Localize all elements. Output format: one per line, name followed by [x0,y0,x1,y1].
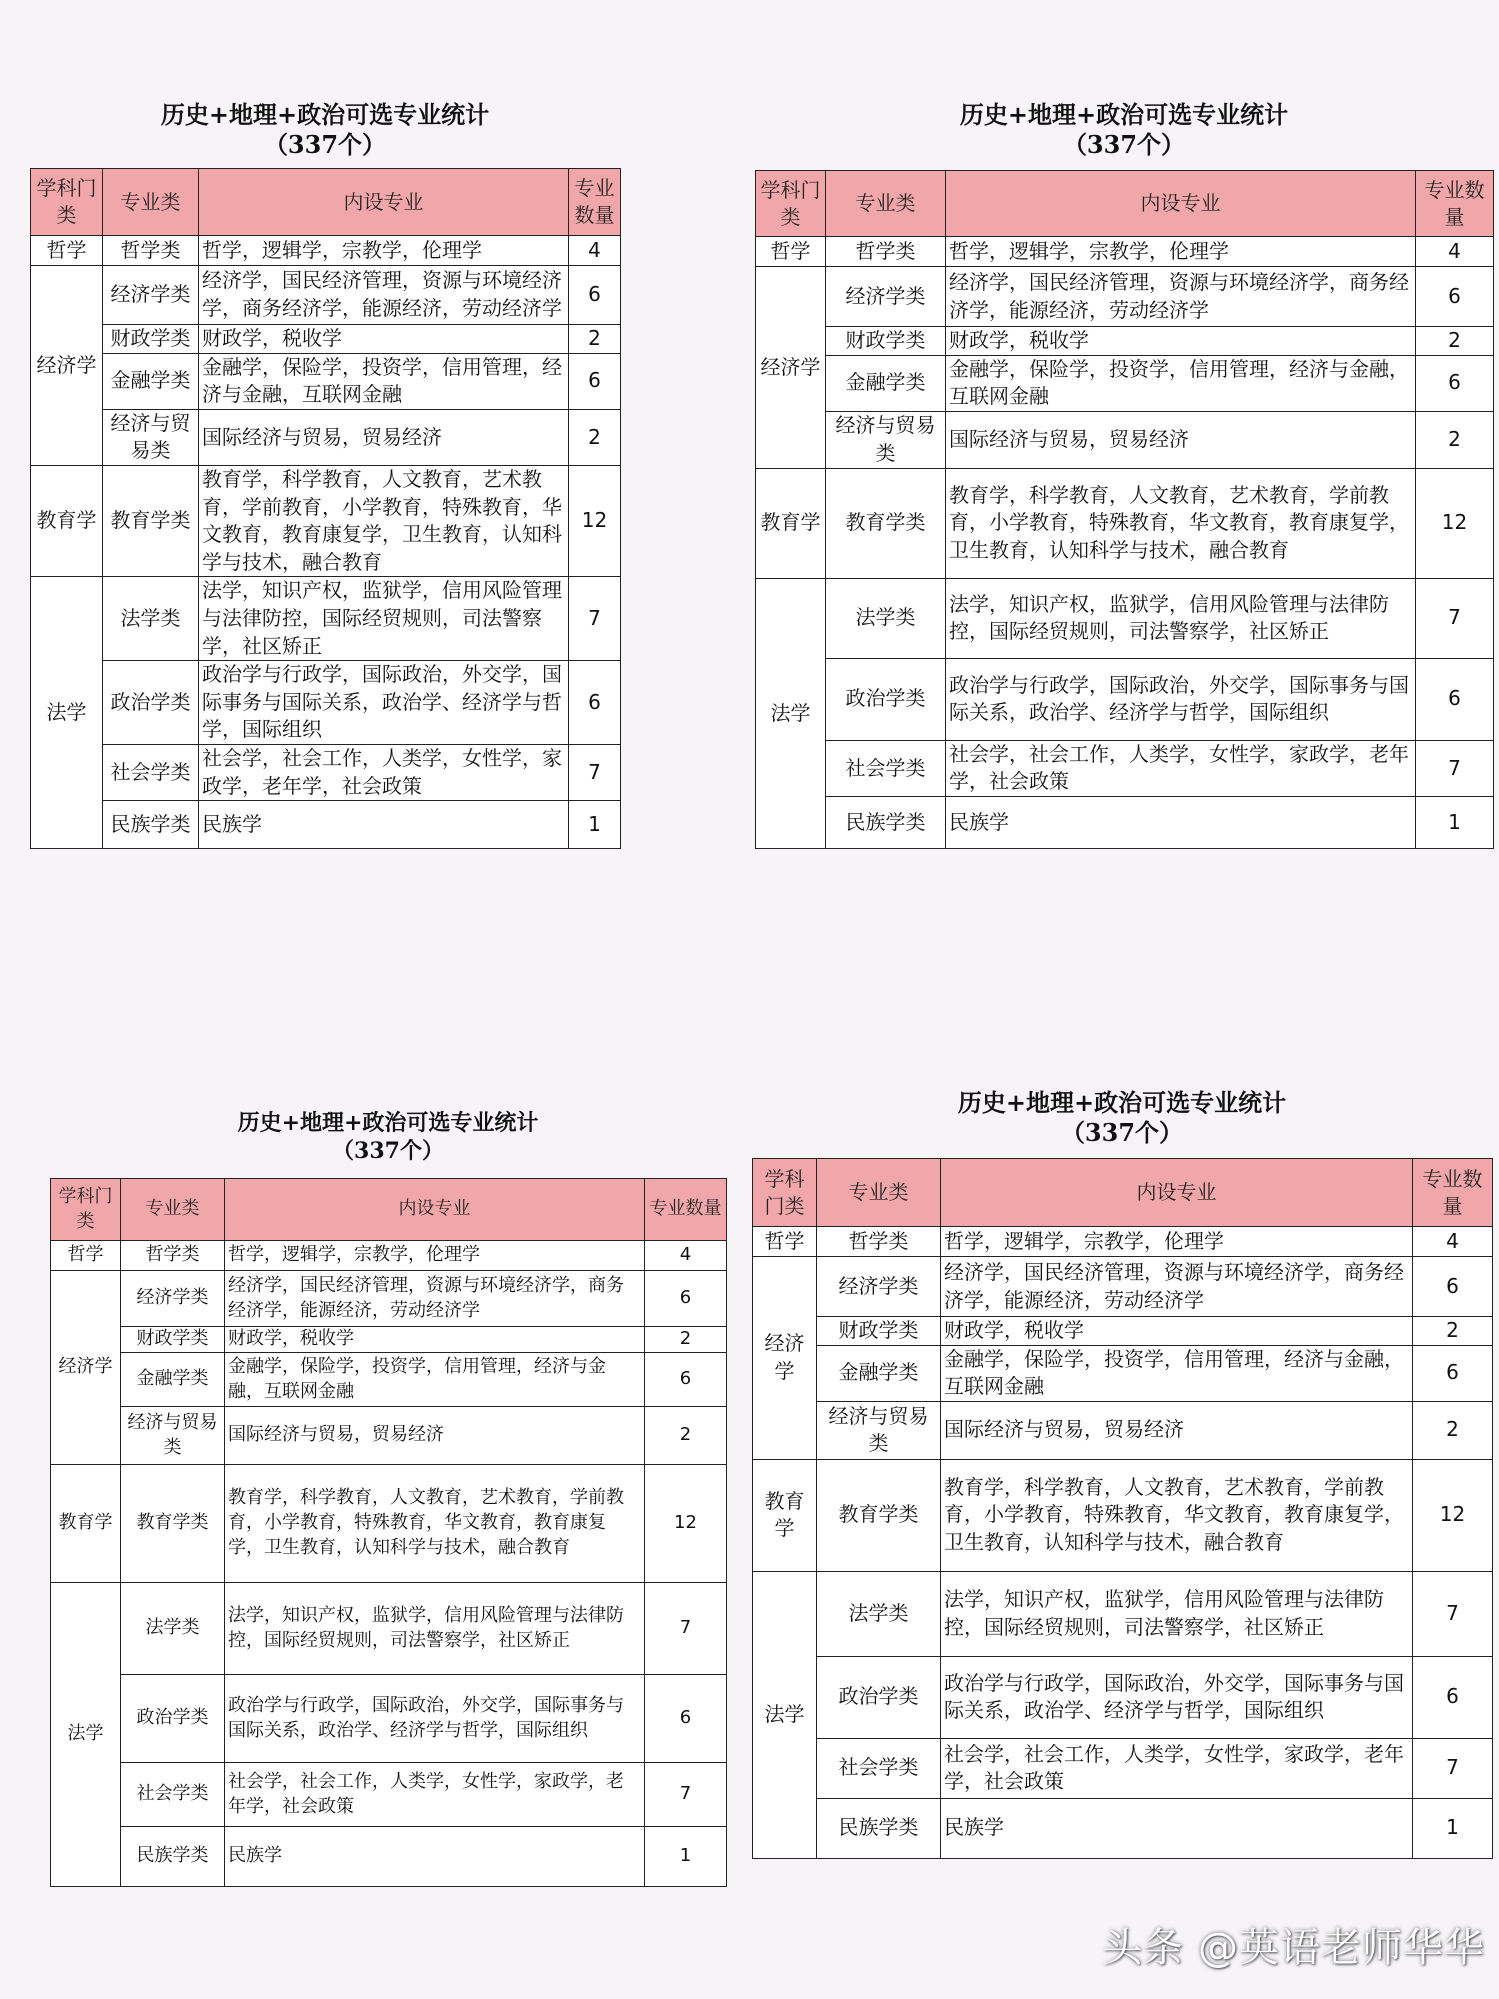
count-text: （337个） [1062,130,1186,159]
majors-cell: 金融学，保险学，投资学，信用管理，经济与金融，互联网金融 [225,1353,645,1407]
table-row [51,1763,727,1827]
count-cell: 6 [1416,267,1494,327]
count-cell: 7 [1413,1571,1493,1656]
title-text: 历史+地理+政治可选专业统计 [957,1088,1287,1117]
panel-title [30,100,620,160]
majors-cell: 财政学，税收学 [199,325,569,354]
category-cell: 经济与贸易类 [103,409,199,465]
table-row [756,267,1494,327]
table-row [753,1317,1493,1346]
header-row [31,169,621,236]
table-row [756,327,1494,356]
category-cell: 法学类 [826,578,946,658]
count-cell: 6 [1413,1656,1493,1738]
category-cell: 经济学类 [121,1271,225,1327]
category-cell: 哲学类 [826,237,946,267]
majors-cell: 财政学，税收学 [941,1317,1413,1346]
table-row [31,577,621,661]
panel-title [50,1110,726,1165]
majors-cell: 金融学，保险学，投资学，信用管理，经济与金融，互联网金融 [199,353,569,409]
count-cell: 6 [569,266,621,325]
category-cell: 民族学类 [121,1827,225,1887]
discipline-cell: 教育学 [753,1459,817,1571]
table-row [756,355,1494,411]
header-row [753,1159,1493,1227]
table-row [753,1257,1493,1317]
count-cell: 2 [1416,327,1494,356]
discipline-cell: 哲学 [31,236,103,266]
category-cell: 法学类 [817,1571,941,1656]
count-cell: 12 [645,1465,727,1583]
discipline-cell: 法学 [31,577,103,849]
majors-table [50,1178,727,1887]
header-majors: 内设专业 [941,1159,1413,1227]
discipline-cell: 经济学 [753,1257,817,1460]
majors-cell: 法学，知识产权，监狱学，信用风险管理与法律防控，国际经贸规则，司法警察学，社区矫正 [941,1571,1413,1656]
discipline-cell: 哲学 [51,1241,121,1271]
table-row [753,1656,1493,1738]
category-cell: 哲学类 [103,236,199,266]
majors-cell: 社会学，社会工作，人类学，女性学，家政学，老年学，社会政策 [941,1738,1413,1798]
category-cell: 教育学类 [103,465,199,576]
category-cell: 社会学类 [826,740,946,796]
category-cell: 政治学类 [826,658,946,740]
header-count: 专业数量 [1416,171,1494,237]
majors-cell: 经济学，国民经济管理，资源与环境经济学，商务经济学，能源经济，劳动经济学 [946,267,1416,327]
category-cell: 财政学类 [826,327,946,356]
count-text: （337个） [263,130,387,159]
majors-cell: 财政学，税收学 [225,1327,645,1353]
majors-cell: 政治学与行政学，国际政治，外交学，国际事务与国际关系，政治学、经济学与哲学，国际组织 [225,1675,645,1763]
count-cell: 7 [1413,1738,1493,1798]
category-cell: 教育学类 [121,1465,225,1583]
table-panel-4 [752,1088,1497,1999]
table-row [756,468,1494,578]
table-row [753,1571,1493,1656]
majors-cell: 社会学，社会工作，人类学，女性学，家政学，老年学，社会政策 [225,1763,645,1827]
category-cell: 财政学类 [817,1317,941,1346]
count-cell: 4 [569,236,621,266]
category-cell: 民族学类 [817,1798,941,1858]
title-text: 历史+地理+政治可选专业统计 [237,1110,539,1136]
header-category: 专业类 [121,1179,225,1241]
count-cell: 6 [1416,658,1494,740]
count-cell: 4 [1413,1227,1493,1257]
category-cell: 教育学类 [826,468,946,578]
count-cell: 6 [1413,1257,1493,1317]
table-row [31,744,621,800]
count-cell: 7 [569,744,621,800]
header-count: 专业数量 [645,1179,727,1241]
category-cell: 民族学类 [103,801,199,849]
count-text: （337个） [1060,1118,1184,1147]
count-cell: 6 [645,1271,727,1327]
table-row [753,1227,1493,1257]
table-panel-2 [755,100,1497,1000]
discipline-cell: 哲学 [753,1227,817,1257]
category-cell: 经济与贸易类 [826,411,946,468]
table-row [31,325,621,354]
majors-cell: 经济学，国民经济管理，资源与环境经济学，商务经济学，能源经济，劳动经济学 [941,1257,1413,1317]
category-cell: 教育学类 [817,1459,941,1571]
category-cell: 经济与贸易类 [121,1407,225,1465]
category-cell: 金融学类 [103,353,199,409]
category-cell: 政治学类 [103,661,199,745]
header-row [756,171,1494,237]
header-majors: 内设专业 [225,1179,645,1241]
header-discipline: 学科门类 [51,1179,121,1241]
category-cell: 金融学类 [817,1345,941,1401]
discipline-cell: 经济学 [756,267,826,469]
count-cell: 1 [645,1827,727,1887]
discipline-cell: 教育学 [51,1465,121,1583]
majors-cell: 国际经济与贸易，贸易经济 [941,1401,1413,1459]
count-cell: 12 [1413,1459,1493,1571]
majors-cell: 民族学 [225,1827,645,1887]
table-row [756,796,1494,848]
majors-cell: 国际经济与贸易，贸易经济 [225,1407,645,1465]
category-cell: 社会学类 [103,744,199,800]
count-cell: 1 [1413,1798,1493,1858]
header-discipline: 学科门类 [753,1159,817,1227]
table-row [753,1798,1493,1858]
majors-cell: 哲学，逻辑学，宗教学，伦理学 [225,1241,645,1271]
panel-title [755,100,1493,160]
count-cell: 6 [645,1353,727,1407]
header-majors: 内设专业 [946,171,1416,237]
count-cell: 1 [1416,796,1494,848]
header-category: 专业类 [817,1159,941,1227]
table-row [753,1401,1493,1459]
table-row [31,266,621,325]
discipline-cell: 经济学 [31,266,103,466]
watermark: 头条 @英语老师华华 [1102,1925,1485,1971]
majors-cell: 经济学，国民经济管理，资源与环境经济学，商务经济学，能源经济，劳动经济学 [225,1271,645,1327]
majors-table [30,168,621,849]
count-cell: 2 [645,1327,727,1353]
discipline-cell: 教育学 [31,465,103,576]
count-cell: 2 [645,1407,727,1465]
table-row [51,1583,727,1675]
majors-cell: 金融学，保险学，投资学，信用管理，经济与金融，互联网金融 [941,1345,1413,1401]
count-cell: 7 [645,1763,727,1827]
majors-cell: 民族学 [941,1798,1413,1858]
table-row [753,1738,1493,1798]
discipline-cell: 哲学 [756,237,826,267]
header-discipline: 学科门类 [31,169,103,236]
title-text: 历史+地理+政治可选专业统计 [959,100,1289,129]
header-count: 专业数量 [569,169,621,236]
majors-cell: 法学，知识产权，监狱学，信用风险管理与法律防控，国际经贸规则，司法警察学，社区矫正 [199,577,569,661]
count-text: （337个） [332,1137,444,1164]
discipline-cell: 法学 [51,1583,121,1887]
table-row [51,1675,727,1763]
majors-cell: 哲学，逻辑学，宗教学，伦理学 [199,236,569,266]
header-row [51,1179,727,1241]
majors-cell: 教育学，科学教育，人文教育，艺术教育，学前教育，小学教育，特殊教育，华文教育，教育康复学，卫生教育，认知科学与技术，融合教育 [225,1465,645,1583]
table-row [31,465,621,576]
table-row [753,1459,1493,1571]
table-row [31,353,621,409]
category-cell: 财政学类 [121,1327,225,1353]
table-row [756,237,1494,267]
majors-cell: 经济学，国民经济管理，资源与环境经济学，商务经济学，能源经济，劳动经济学 [199,266,569,325]
majors-table [755,170,1494,849]
count-cell: 7 [1416,578,1494,658]
table-row [753,1345,1493,1401]
majors-cell: 政治学与行政学，国际政治，外交学，国际事务与国际关系，政治学、经济学与哲学，国际组织 [199,661,569,745]
count-cell: 6 [569,353,621,409]
majors-cell: 教育学，科学教育，人文教育，艺术教育，学前教育，小学教育，特殊教育，华文教育，教育康复学，卫生教育，认知科学与技术，融合教育 [941,1459,1413,1571]
majors-cell: 民族学 [946,796,1416,848]
category-cell: 经济学类 [826,267,946,327]
majors-cell: 哲学，逻辑学，宗教学，伦理学 [946,237,1416,267]
majors-cell: 政治学与行政学，国际政治，外交学，国际事务与国际关系，政治学、经济学与哲学，国际组织 [941,1656,1413,1738]
table-row [31,409,621,465]
table-row [756,658,1494,740]
count-cell: 2 [569,325,621,354]
count-cell: 6 [1413,1345,1493,1401]
table-row [31,236,621,266]
table-row [756,578,1494,658]
count-cell: 6 [645,1675,727,1763]
count-cell: 2 [569,409,621,465]
table-row [756,411,1494,468]
count-cell: 1 [569,801,621,849]
category-cell: 金融学类 [826,355,946,411]
panel-title [752,1088,1492,1148]
category-cell: 法学类 [103,577,199,661]
count-cell: 12 [569,465,621,576]
majors-cell: 金融学，保险学，投资学，信用管理，经济与金融，互联网金融 [946,355,1416,411]
header-majors: 内设专业 [199,169,569,236]
majors-cell: 财政学，税收学 [946,327,1416,356]
category-cell: 民族学类 [826,796,946,848]
category-cell: 经济与贸易类 [817,1401,941,1459]
majors-cell: 社会学，社会工作，人类学，女性学，家政学，老年学，社会政策 [199,744,569,800]
table-row [51,1271,727,1327]
count-cell: 4 [1416,237,1494,267]
table-row [51,1353,727,1407]
category-cell: 哲学类 [121,1241,225,1271]
header-discipline: 学科门类 [756,171,826,237]
discipline-cell: 教育学 [756,468,826,578]
majors-cell: 教育学，科学教育，人文教育，艺术教育，学前教育，小学教育，特殊教育，华文教育，教育康复学，卫生教育，认知科学与技术，融合教育 [946,468,1416,578]
majors-cell: 社会学，社会工作，人类学，女性学，家政学，老年学，社会政策 [946,740,1416,796]
count-cell: 12 [1416,468,1494,578]
table-row [31,661,621,745]
category-cell: 经济学类 [817,1257,941,1317]
category-cell: 社会学类 [121,1763,225,1827]
count-cell: 4 [645,1241,727,1271]
title-text: 历史+地理+政治可选专业统计 [160,100,490,129]
category-cell: 社会学类 [817,1738,941,1798]
table-row [756,740,1494,796]
count-cell: 7 [1416,740,1494,796]
category-cell: 法学类 [121,1583,225,1675]
table-row [51,1465,727,1583]
category-cell: 金融学类 [121,1353,225,1407]
table-panel-1 [30,100,746,1000]
header-count: 专业数量 [1413,1159,1493,1227]
count-cell: 2 [1413,1401,1493,1459]
majors-cell: 民族学 [199,801,569,849]
majors-cell: 法学，知识产权，监狱学，信用风险管理与法律防控，国际经贸规则，司法警察学，社区矫正 [225,1583,645,1675]
count-cell: 7 [645,1583,727,1675]
header-category: 专业类 [103,169,199,236]
majors-cell: 国际经济与贸易，贸易经济 [199,409,569,465]
category-cell: 经济学类 [103,266,199,325]
discipline-cell: 法学 [756,578,826,848]
count-cell: 2 [1413,1317,1493,1346]
category-cell: 政治学类 [817,1656,941,1738]
table-row [51,1327,727,1353]
table-row [51,1407,727,1465]
table-panel-3 [50,1110,734,1970]
category-cell: 哲学类 [817,1227,941,1257]
count-cell: 6 [1416,355,1494,411]
table-row [51,1827,727,1887]
discipline-cell: 经济学 [51,1271,121,1465]
discipline-cell: 法学 [753,1571,817,1858]
majors-cell: 哲学，逻辑学，宗教学，伦理学 [941,1227,1413,1257]
count-cell: 6 [569,661,621,745]
category-cell: 政治学类 [121,1675,225,1763]
count-cell: 2 [1416,411,1494,468]
majors-cell: 法学，知识产权，监狱学，信用风险管理与法律防控，国际经贸规则，司法警察学，社区矫正 [946,578,1416,658]
majors-cell: 政治学与行政学，国际政治，外交学，国际事务与国际关系，政治学、经济学与哲学，国际组织 [946,658,1416,740]
table-row [51,1241,727,1271]
count-cell: 7 [569,577,621,661]
category-cell: 财政学类 [103,325,199,354]
header-category: 专业类 [826,171,946,237]
table-row [31,801,621,849]
majors-cell: 教育学，科学教育，人文教育，艺术教育，学前教育，小学教育，特殊教育，华文教育，教育康复学，卫生教育，认知科学与技术，融合教育 [199,465,569,576]
majors-cell: 国际经济与贸易，贸易经济 [946,411,1416,468]
majors-table [752,1158,1493,1859]
